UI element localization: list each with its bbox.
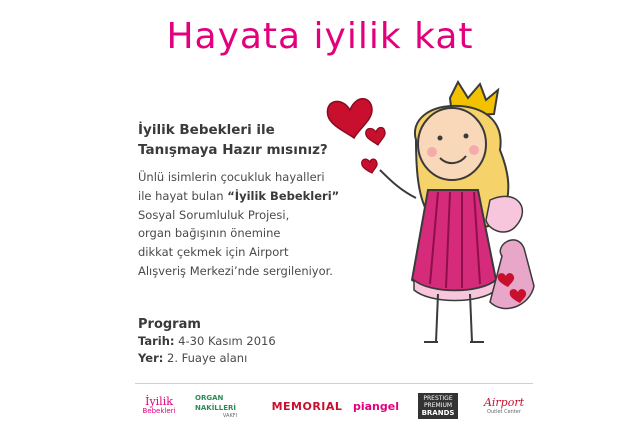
doll-illustration [320,80,550,380]
description-line-3: Sosyal Sorumluluk Projesi, [138,207,290,222]
program-heading: Program [138,317,201,332]
sponsor-logos [135,390,535,422]
heart-icon [366,128,385,146]
heart-icon [362,159,378,173]
place-value: 2. Fuaye alanı [163,351,248,365]
subheading-line-1: İyilik Bebekleri ile [138,122,275,138]
description-line-4: organ bağışının önemine [138,226,281,241]
description-line-1: Ünlü isimlerin çocukluk hayalleri [138,170,325,184]
prestige-premium-brands-logo [413,390,463,422]
prestige-text: PRESTIGE [423,395,453,402]
iyilik-bebekleri-logo [139,390,179,422]
date-label: Tarih: [138,334,175,348]
footer-divider [135,383,533,384]
outlet-center-text: Outlet Center [487,408,521,415]
place-label: Yer: [138,351,164,365]
headline: Hayata iyilik kat [166,16,474,57]
premium-text: PREMIUM [423,402,453,409]
description-line-2-text: ile hayat bulan [138,188,228,203]
organ-nakilleri-sub: VAKFI [222,412,238,419]
piangel-text: piangel [352,399,399,413]
organ-nakilleri-text: ORGAN NAKİLLERİ [195,393,237,412]
description-line-6: Alışveriş Merkezi’nde sergileniyor. [138,263,333,278]
bebekleri-logo-text: Bebekleri [142,407,176,415]
brands-text: BRANDS [421,409,455,417]
description-line-5: dikkat çekmek için Airport [138,245,289,260]
airport-outlet-logo [475,390,533,422]
organ-nakilleri-logo [195,390,265,422]
memorial-text: MEMORIAL [271,399,343,413]
airport-text: Airport [483,395,525,409]
piangel-logo [349,390,403,422]
memorial-logo [271,390,343,422]
iyilik-logo-text: İyilik [145,395,173,408]
project-name: “İyilik Bebekleri” [227,188,340,203]
date-value: 4-30 Kasım 2016 [174,334,276,348]
subheading-line-2: Tanışmaya Hazır mısınız? [138,142,328,158]
